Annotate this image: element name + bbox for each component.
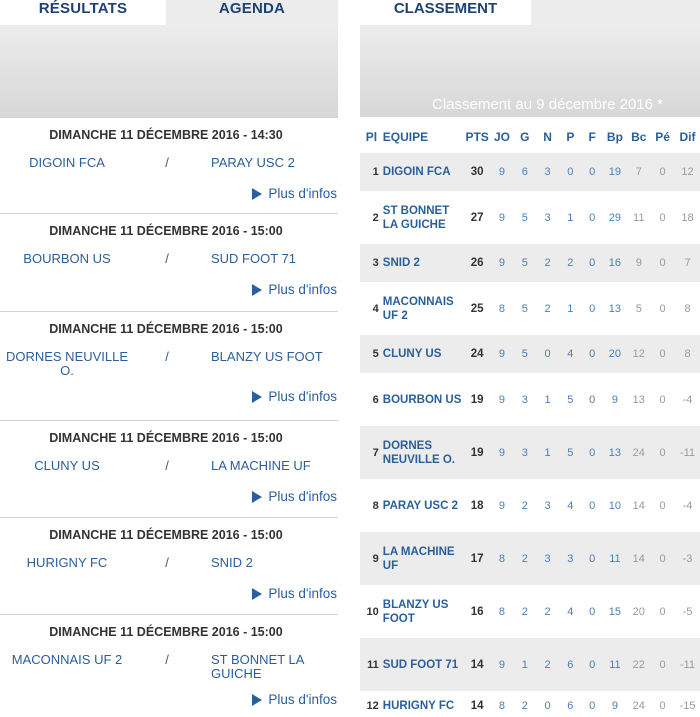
goals-against-cell: 24 [632,700,645,712]
match-item [0,117,338,213]
goal-difference-cell: -11 [675,638,700,691]
play-arrow-icon [252,284,262,296]
position-cell: 3 [360,244,383,282]
play-arrow-icon [252,188,262,200]
goals-against-cell: 14 [627,532,650,585]
more-info-label: Plus d'infos [268,692,337,707]
team-separator: / [165,652,169,667]
goals-for-cell: 11 [602,532,627,585]
goal-difference-cell: 8 [684,302,691,315]
points-cell: 14 [464,638,491,691]
column-header[interactable]: JO [493,129,510,144]
column-header[interactable]: Bc [631,129,647,144]
points-cell: 14 [470,700,484,712]
goal-difference-cell: -11 [675,426,700,479]
goal-difference-cell: -5 [682,605,693,618]
forfeit-cell: 0 [589,393,596,406]
position-cell: 7 [360,426,383,479]
drawn-cell: 2 [536,244,559,282]
away-team[interactable]: ST BONNET LA GUICHE [211,652,304,681]
tab-agenda[interactable]: AGENDA [166,0,338,25]
penalties-cell: 0 [650,244,675,282]
drawn-cell: 1 [544,393,551,406]
drawn-cell: 3 [536,532,559,585]
goals-for-cell: 15 [608,605,622,618]
home-team[interactable]: DORNES NEUVILLE O. [5,349,129,378]
match-date: DIMANCHE 11 DÉCEMBRE 2016 - 15:00 [49,528,283,542]
play-arrow-icon [252,694,262,706]
match-date: DIMANCHE 11 DÉCEMBRE 2016 - 15:00 [49,322,283,336]
classement-caption: Classement au 9 décembre 2016 * [432,96,663,113]
drawn-cell: 0 [544,700,551,712]
lost-cell: 1 [567,211,574,224]
goal-difference-cell: -3 [675,532,700,585]
column-header[interactable]: EQUIPE [382,129,429,144]
match-item [0,517,338,614]
away-team[interactable]: SNID 2 [211,555,253,570]
goals-against-cell: 5 [635,302,642,315]
penalties-cell: 0 [659,302,666,315]
goals-against-cell: 24 [627,426,650,479]
penalties-cell: 0 [659,499,666,512]
lost-cell: 4 [567,499,574,512]
position-cell: 10 [366,605,379,618]
drawn-cell: 3 [544,499,551,512]
more-info-label: Plus d'infos [268,282,337,297]
home-team[interactable]: CLUNY US [34,458,100,473]
standings-row [360,426,700,479]
standings-row [360,585,700,638]
played-cell: 9 [491,335,514,373]
played-cell: 9 [491,244,514,282]
points-cell: 26 [464,244,491,282]
team-separator: / [165,349,169,364]
won-cell: 2 [513,532,536,585]
penalties-cell: 0 [659,211,666,224]
goals-for-cell: 20 [602,335,627,373]
won-cell: 2 [521,499,528,512]
team-name-cell[interactable]: DIGOIN FCA [383,153,464,191]
team-separator: / [165,458,169,473]
position-cell: 12 [366,700,379,712]
goals-against-cell: 7 [627,153,650,191]
more-info-link[interactable] [252,692,337,707]
played-cell: 9 [498,393,506,406]
lost-cell: 5 [559,426,582,479]
goal-difference-cell: 7 [675,244,700,282]
match-list [0,117,338,717]
drawn-cell: 1 [536,426,559,479]
standings-row [360,282,700,335]
goal-difference-cell: -15 [679,700,696,712]
drawn-cell: 3 [536,153,559,191]
goal-difference-cell: -4 [682,393,693,406]
match-item [0,420,338,517]
more-info-label: Plus d'infos [268,489,337,504]
lost-cell: 2 [559,244,582,282]
position-cell: 11 [360,638,383,691]
column-header[interactable]: Bp [606,129,623,144]
match-date: DIMANCHE 11 DÉCEMBRE 2016 - 15:00 [49,224,283,238]
goals-against-cell: 13 [632,393,645,406]
home-team[interactable]: BOURBON US [23,251,111,266]
forfeit-cell: 0 [582,638,603,691]
penalties-cell: 0 [650,426,675,479]
drawn-cell: 0 [536,335,559,373]
forfeit-cell: 0 [582,335,603,373]
goals-for-cell: 9 [611,700,618,712]
penalties-cell: 0 [650,638,675,691]
played-cell: 9 [491,426,514,479]
forfeit-cell: 0 [582,426,603,479]
won-cell: 5 [521,211,528,224]
more-info-link[interactable] [252,389,337,404]
team-name-cell[interactable]: HURIGNY FC [382,700,455,712]
lost-cell: 4 [559,335,582,373]
match-item [0,213,338,311]
column-header[interactable]: F [588,129,596,144]
goals-against-cell: 9 [627,244,650,282]
points-cell: 16 [470,605,484,618]
lost-cell: 6 [567,700,574,712]
played-cell: 9 [491,638,514,691]
tab-bar [0,0,338,25]
column-header[interactable]: Pé [655,129,670,144]
won-cell: 5 [521,302,528,315]
play-arrow-icon [252,491,262,503]
played-cell: 8 [491,532,514,585]
more-info-label: Plus d'infos [268,389,337,404]
column-header[interactable]: P [566,129,575,144]
team-name-cell[interactable]: BLANZY US FOOT [382,598,449,625]
forfeit-cell: 0 [589,302,596,315]
match-date: DIMANCHE 11 DÉCEMBRE 2016 - 15:00 [49,431,283,445]
won-cell: 3 [513,426,536,479]
won-cell: 2 [521,605,528,618]
team-separator: / [165,555,169,570]
team-separator: / [165,251,169,266]
lost-cell: 6 [559,638,582,691]
more-info-link[interactable] [252,186,337,201]
column-header[interactable]: Pl [365,129,378,144]
lost-cell: 0 [559,153,582,191]
match-date: DIMANCHE 11 DÉCEMBRE 2016 - 14:30 [49,128,283,142]
won-cell: 5 [513,244,536,282]
home-team[interactable]: HURIGNY FC [26,555,108,570]
tab-bar-filler [531,0,700,25]
position-cell: 4 [372,302,379,315]
drawn-cell: 2 [536,638,559,691]
played-cell: 9 [491,153,514,191]
play-arrow-icon [252,588,262,600]
points-cell: 19 [464,426,491,479]
forfeit-cell: 0 [589,499,596,512]
standings-row [360,153,700,191]
away-team[interactable]: LA MACHINE UF [211,458,311,473]
team-separator: / [165,155,169,170]
penalties-cell: 0 [659,393,666,406]
column-header[interactable]: PTS [465,129,489,144]
team-name-cell[interactable]: LA MACHINE UF [383,532,464,585]
team-name-cell[interactable]: BOURBON US [382,393,462,406]
away-team[interactable]: PARAY USC 2 [211,155,295,170]
standings-row [360,191,700,244]
played-cell: 9 [498,499,506,512]
goals-against-cell: 20 [632,605,645,618]
played-cell: 8 [498,700,506,712]
points-cell: 17 [464,532,491,585]
match-item [0,614,338,717]
classement-banner [360,25,700,117]
points-cell: 27 [470,211,484,224]
played-cell: 9 [498,211,506,224]
lost-cell: 5 [567,393,574,406]
goal-difference-cell: 18 [681,211,694,224]
goals-for-cell: 19 [602,153,627,191]
goal-difference-cell: 12 [675,153,700,191]
penalties-cell: 0 [650,532,675,585]
goals-against-cell: 14 [632,499,645,512]
forfeit-cell: 0 [589,700,596,712]
won-cell: 1 [513,638,536,691]
forfeit-cell: 0 [589,211,596,224]
match-item [0,311,338,420]
team-name-cell[interactable]: ST BONNET LA GUICHE [382,204,450,231]
forfeit-cell: 0 [589,605,596,618]
lost-cell: 4 [567,605,574,618]
won-cell: 2 [521,700,528,712]
goal-difference-cell: 8 [675,335,700,373]
penalties-cell: 0 [650,335,675,373]
points-cell: 24 [464,335,491,373]
standings-row [360,638,700,691]
goals-against-cell: 12 [627,335,650,373]
points-cell: 25 [470,302,484,315]
position-cell: 2 [372,211,379,224]
tab-resultats[interactable]: RÉSULTATS [0,0,166,25]
goals-against-cell: 11 [633,211,645,224]
goals-against-cell: 22 [627,638,650,691]
played-cell: 8 [498,302,506,315]
won-cell: 3 [521,393,528,406]
drawn-cell: 2 [544,605,551,618]
lost-cell: 1 [567,302,574,315]
won-cell: 6 [513,153,536,191]
standings-row [360,373,700,426]
team-name-cell[interactable]: SUD FOOT 71 [383,638,464,691]
standings-table [360,120,700,717]
more-info-link[interactable] [252,586,337,601]
drawn-cell: 2 [544,302,551,315]
team-name-cell[interactable]: MACONNAIS UF 2 [382,295,454,322]
goals-for-cell: 13 [602,426,627,479]
standings-row [360,335,700,373]
agenda-panel [0,0,338,717]
standings-row [360,532,700,585]
away-team[interactable]: BLANZY US FOOT [211,349,323,364]
classement-panel [360,0,700,717]
penalties-cell: 0 [650,153,675,191]
goals-for-cell: 9 [611,393,618,406]
home-team[interactable]: MACONNAIS UF 2 [11,652,123,667]
position-cell: 6 [372,393,379,406]
forfeit-cell: 0 [582,153,603,191]
position-cell: 1 [360,153,383,191]
standings-row [360,479,700,532]
play-arrow-icon [252,391,262,403]
penalties-cell: 0 [659,700,666,712]
more-info-link[interactable] [252,489,337,504]
more-info-link[interactable] [252,282,337,297]
team-name-cell[interactable]: CLUNY US [383,335,464,373]
goals-for-cell: 13 [608,302,622,315]
team-name-cell[interactable]: DORNES NEUVILLE O. [383,426,464,479]
column-header[interactable]: G [520,129,530,144]
tab-classement[interactable]: CLASSEMENT [360,0,531,25]
more-info-label: Plus d'infos [268,586,337,601]
points-cell: 19 [470,393,484,406]
team-name-cell[interactable]: SNID 2 [383,244,464,282]
forfeit-cell: 0 [582,532,603,585]
points-cell: 18 [470,499,484,512]
forfeit-cell: 0 [582,244,603,282]
penalties-cell: 0 [659,605,666,618]
goals-for-cell: 10 [608,499,622,512]
position-cell: 9 [360,532,383,585]
goals-for-cell: 29 [608,211,622,224]
team-name-cell[interactable]: PARAY USC 2 [382,499,459,512]
standings-row [360,244,700,282]
goals-for-cell: 16 [602,244,627,282]
agenda-banner [0,25,338,117]
points-cell: 30 [464,153,491,191]
goals-for-cell: 11 [602,638,627,691]
position-cell: 8 [372,499,379,512]
played-cell: 8 [498,605,506,618]
column-header[interactable]: Dif [679,129,696,144]
home-team[interactable]: DIGOIN FCA [29,155,105,170]
column-header[interactable]: N [543,129,552,144]
won-cell: 5 [513,335,536,373]
more-info-label: Plus d'infos [268,186,337,201]
drawn-cell: 3 [544,211,551,224]
away-team[interactable]: SUD FOOT 71 [211,251,297,266]
position-cell: 5 [360,335,383,373]
lost-cell: 3 [559,532,582,585]
match-date: DIMANCHE 11 DÉCEMBRE 2016 - 15:00 [49,625,283,639]
standings-row [360,691,700,717]
standings-header-row [360,120,700,153]
goal-difference-cell: -4 [682,499,693,512]
